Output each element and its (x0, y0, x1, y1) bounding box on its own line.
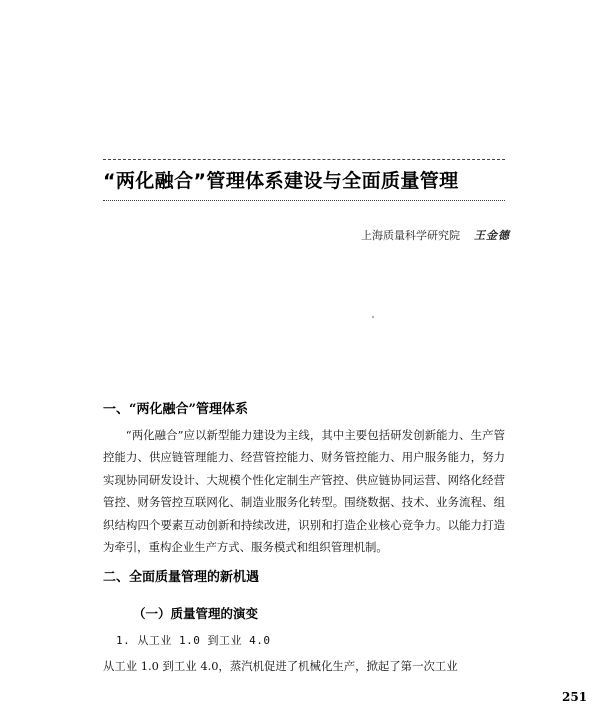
subsection-heading: （一）质量管理的演变 (133, 606, 259, 621)
document-title: “两化融合”管理体系建设与全面质量管理 (103, 170, 459, 192)
title-bottom-rule (103, 200, 505, 201)
section-heading-2: 二、全面质量管理的新机遇 (103, 570, 260, 585)
section-2-paragraph: 从工业 1.0 到工业 4.0，蒸汽机促进了机械化生产，掀起了第一次工业 (103, 659, 458, 673)
author-affiliation: 上海质量科学研究院 (361, 229, 460, 242)
section-1-paragraph: “两化融合”应以新型能力建设为主线，其中主要包括研发创新能力、生产管控能力、供应链管理能力、经营管控能力、财务管控能力、用户服务能力，努力实现协同研发设计、大规模个性化定制生产管控、供应链协同运营、网络化经营管控、财务管控互联网化、制造业服务化转型。围绕数据、技术、业务流程、组织结构四个要素互动创新和持续改进，识别和打造企业核心竞争力。以能力打造为牵引，重构企业生产方式、服务模式和组织管理机制。 (103, 428, 505, 555)
section-heading-1: 一、“两化融合”管理体系 (103, 402, 248, 417)
list-item-heading: 1. 从工业 1.0 到工业 4.0 (116, 634, 271, 647)
page-number: 251 (562, 690, 588, 704)
author-line (361, 227, 510, 243)
title-top-rule (103, 159, 505, 160)
speck (372, 316, 374, 318)
author-name: 王金德 (474, 229, 510, 242)
